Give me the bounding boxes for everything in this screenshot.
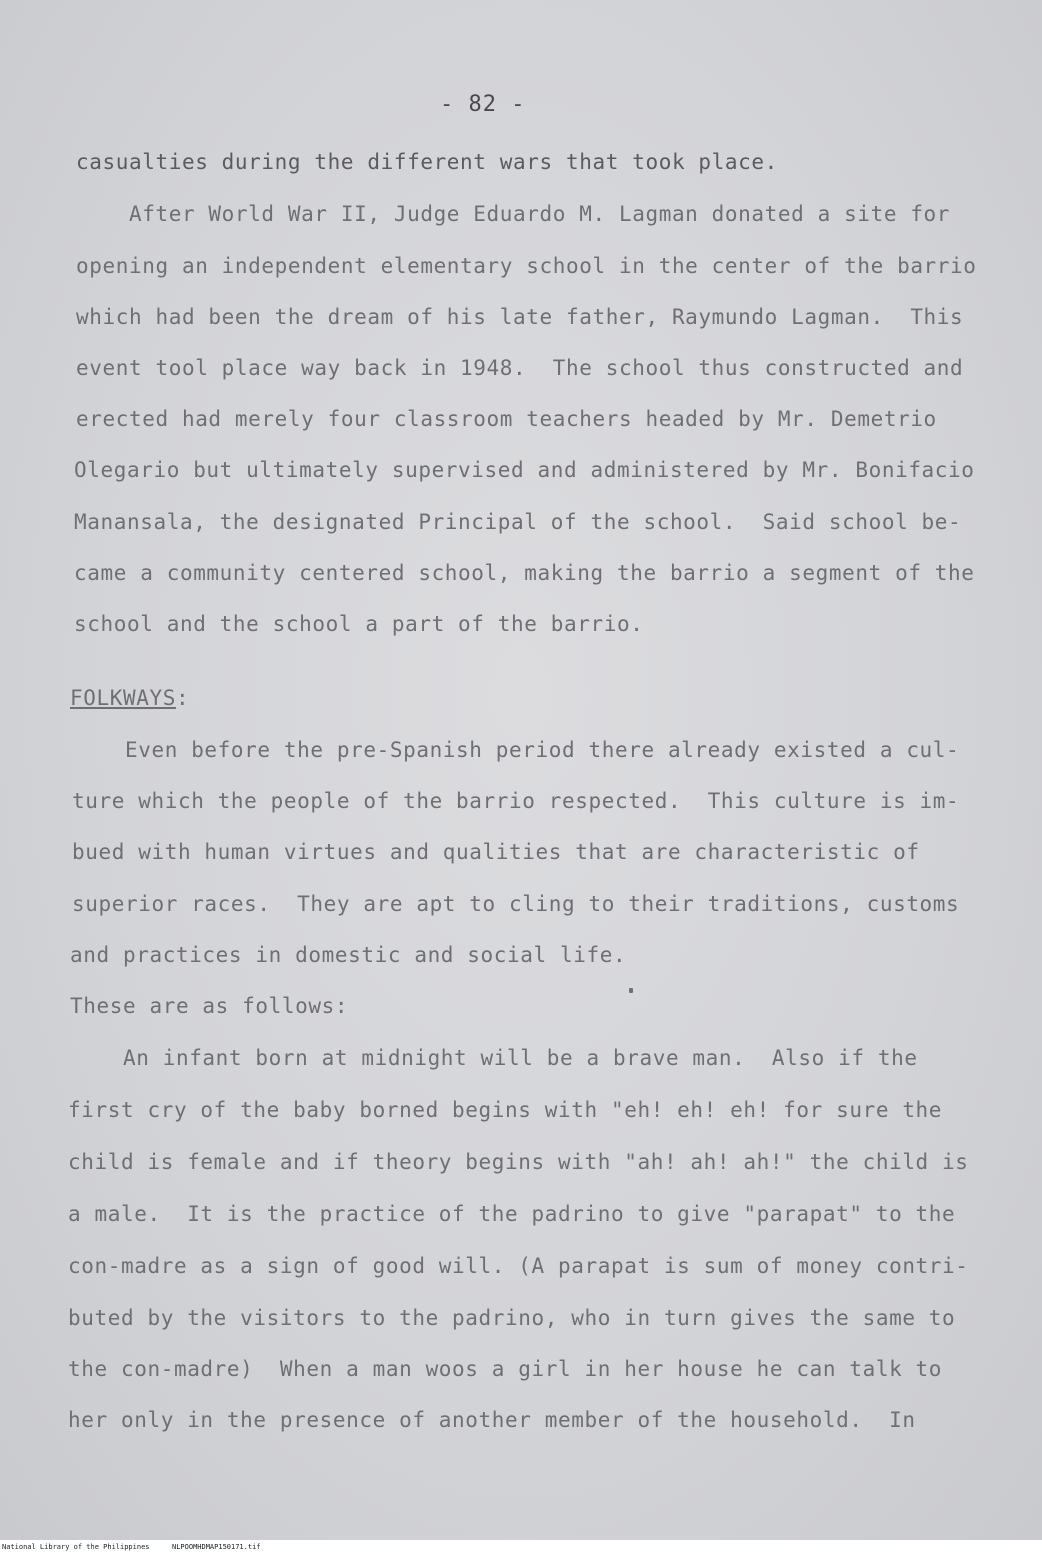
text-line: and practices in domestic and social life. <box>70 943 627 967</box>
text-line: buted by the visitors to the padrino, who in turn gives the same to <box>68 1306 956 1330</box>
text-line: These are as follows: <box>70 994 349 1018</box>
text-line: a male. It is the practice of the padrino to give "parapat" to the <box>68 1202 956 1226</box>
text-line: bued with human virtues and qualities that are characteristic of <box>72 840 920 864</box>
scan-footer <box>0 1542 1042 1553</box>
heading-text: FOLKWAYS <box>70 686 176 710</box>
text-line: casualties during the different wars that took place. <box>76 150 778 174</box>
text-line: After World War II, Judge Eduardo M. Lagman donated a site for <box>76 202 951 226</box>
text-line: child is female and if theory begins with "ah! ah! ah!" the child is <box>68 1150 969 1174</box>
text-line: An infant born at midnight will be a brave man. Also if the <box>70 1046 918 1070</box>
section-heading <box>70 686 189 710</box>
text-line: which had been the dream of his late father, Raymundo Lagman. This <box>76 305 964 329</box>
text-line: opening an independent elementary school in the center of the barrio <box>76 254 977 278</box>
text-line: superior races. They are apt to cling to their traditions, customs <box>72 892 960 916</box>
text-line: Olegario but ultimately supervised and administered by Mr. Bonifacio <box>74 458 975 482</box>
footer-filename: NLPOOMHDMAP150171.tif <box>172 1543 261 1551</box>
text-line: ture which the people of the barrio respected. This culture is im- <box>72 789 960 813</box>
text-line: Even before the pre-Spanish period there already existed a cul- <box>72 738 960 762</box>
text-line: erected had merely four classroom teachers headed by Mr. Demetrio <box>76 407 937 431</box>
text-line: school and the school a part of the barrio. <box>74 612 644 636</box>
footer-library: National Library of the Philippines <box>2 1543 150 1551</box>
text-line: Manansala, the designated Principal of the school. Said school be- <box>74 510 962 534</box>
text-line: first cry of the baby borned begins with "eh! eh! eh! for sure the <box>68 1098 943 1122</box>
page-number: - 82 - <box>440 92 526 117</box>
text-line: event tool place way back in 1948. The school thus constructed and <box>76 356 964 380</box>
text-line: con-madre as a sign of good will. (A parapat is sum of money contri- <box>68 1254 969 1278</box>
text-line: her only in the presence of another member of the household. In <box>68 1408 916 1432</box>
text-line: came a community centered school, making the barrio a segment of the <box>74 561 975 585</box>
ink-speck <box>629 988 633 993</box>
text-line: the con-madre) When a man woos a girl in her house he can talk to <box>68 1357 943 1381</box>
heading-colon: : <box>175 686 190 710</box>
